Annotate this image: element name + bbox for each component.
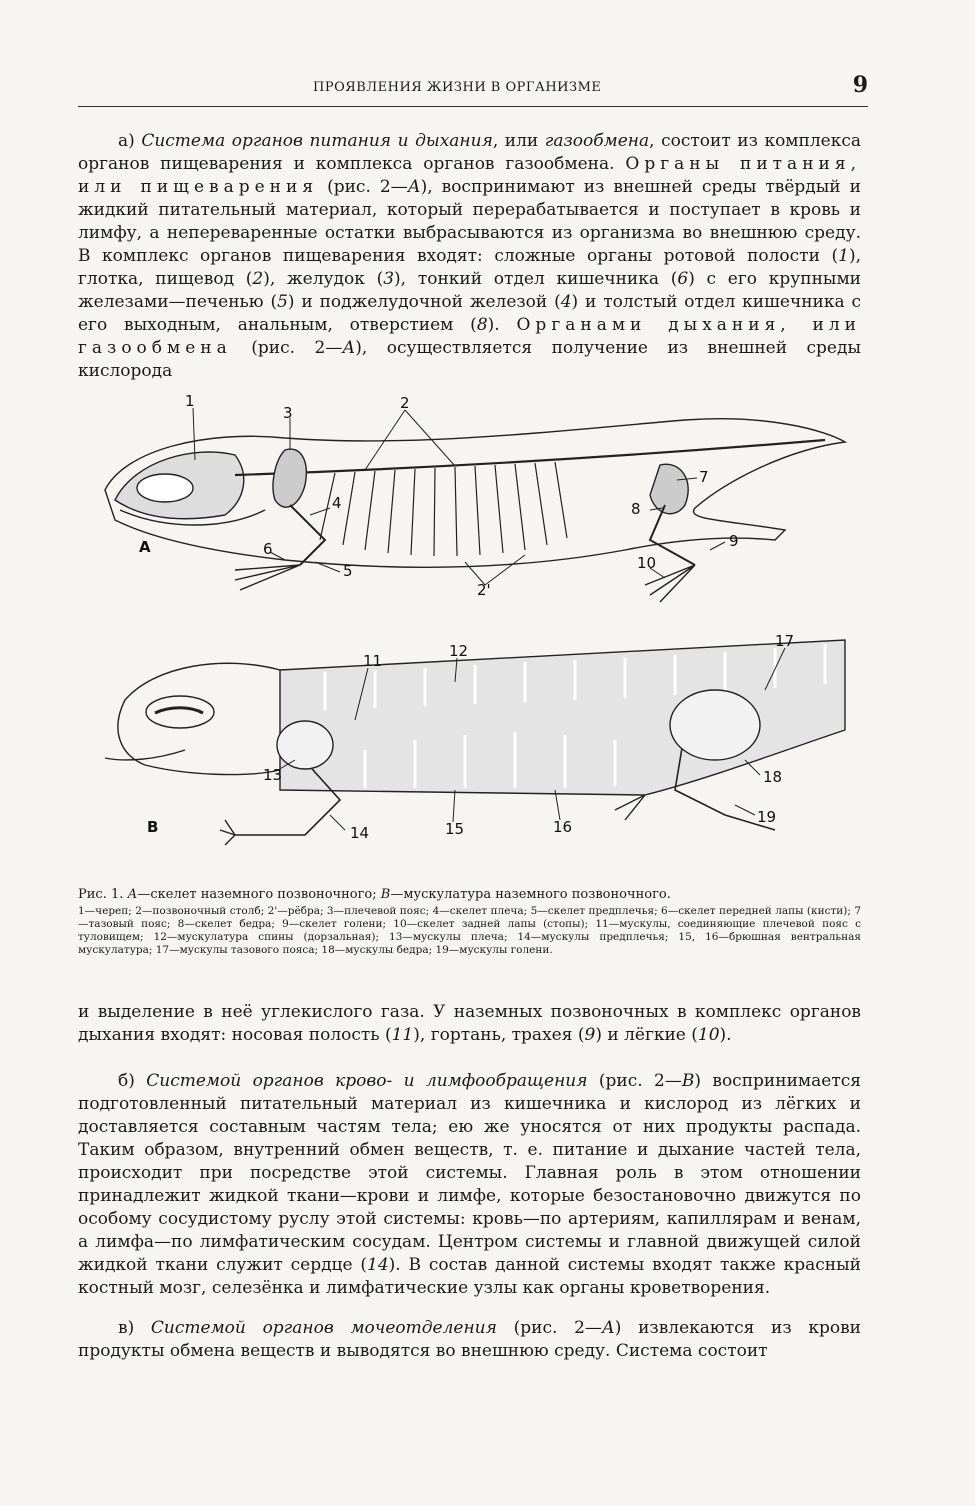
panel-a-letter: А <box>139 538 151 556</box>
paragraph-b: б) Системой органов крово- и лимфообращения (рис. 2—В) воспринимается подготовленный питательный материал из кишечника и кислород из лёгких и доставляется составным частям тела; ею же уносятся от них продукты распада. Таким образом, внутренний обмен веществ, т. е. питание и дыхание частей тела, происходит при посредстве этой системы. Главная роль в этом отношении принадлежит жидкой ткани—крови и лимфе, которые безостановочно движутся по особому сосудистому руслу этой системы: кровь—по артериям, капиллярам и венам, а лимфа—по лимфатическим сосудам. Центром системы и главной движущей силой жидкой ткани служит сердце (14). В состав данной системы входят также красный костный мозг, селезёнка и лимфатические узлы как органы кроветворения. <box>78 1071 861 1298</box>
panel-b-letter: В <box>147 818 159 836</box>
figure-label-b: 16 <box>553 818 573 836</box>
paragraph-c: в) Системой органов мочеотделения (рис. 2—А) извлекаются из крови продукты обмена веществ и выводятся во внешнюю среду. Система состоит <box>78 1318 862 1361</box>
figure-label-a: 2' <box>477 581 491 599</box>
figure-label-b: 13 <box>263 766 283 784</box>
figure-label-b: 15 <box>445 820 465 838</box>
figure-illustration <box>85 390 865 880</box>
caption-main: Рис. 1. А—скелет наземного позвоночного; В—мускулатура наземного позвоночного. <box>78 887 671 902</box>
musculature-drawing <box>105 640 845 845</box>
figure-label-b: 17 <box>775 632 795 650</box>
figure-label-a: 4 <box>332 494 342 512</box>
figure-label-a: 2 <box>400 394 410 412</box>
figure-1 <box>85 390 865 880</box>
figure-label-a: 6 <box>263 540 273 558</box>
figure-label-a: 9 <box>729 532 739 550</box>
figure-label-a: 5 <box>343 562 353 580</box>
page-number: 9 <box>852 72 868 98</box>
figure-label-b: 19 <box>757 808 777 826</box>
running-head: ПРОЯВЛЕНИЯ ЖИЗНИ В ОРГАНИЗМЕ <box>313 80 602 95</box>
figure-label-a: 8 <box>631 500 641 518</box>
figure-caption <box>78 886 861 957</box>
skeleton-drawing <box>105 419 845 602</box>
figure-label-a: 7 <box>699 468 709 486</box>
figure-label-b: 18 <box>763 768 783 786</box>
page-header <box>78 72 868 107</box>
figure-label-a: 3 <box>283 404 293 422</box>
paragraph-a: а) Система органов питания и дыхания, или газообмена, состоит из комплекса органов пищеварения и комплекса органов газообмена. Органы питания, или пищеварения (рис. 2—А), воспринимают из внешней среды твёрдый и жидкий питательный материал, который перерабатывается и поступает в кровь и лимфу, а непереваренные остатки выбрасываются из организма во внешнюю среду. В комплекс органов пищеварения входят: сложные органы ротовой полости (1), глотка, пищевод (2), желудок (3), тонкий отдел кишечника (6) с его крупными железами—печенью (5) и поджелудочной железой (4) и толстый отдел кишечника с его выходным, анальным, отверстием (8). Органами дыхания, или газообмена (рис. 2—А), осуществляется получение из внешней среды кислорода <box>78 131 861 381</box>
figure-label-b: 14 <box>350 824 370 842</box>
figure-label-a: 10 <box>637 554 657 572</box>
figure-label-b: 11 <box>363 652 383 670</box>
figure-label-b: 12 <box>449 642 469 660</box>
paragraph-continuation: и выделение в неё углекислого газа. У наземных позвоночных в комплекс органов дыхания входят: носовая полость (11), гортань, трахея (9) и лёгкие (10). <box>78 1002 861 1045</box>
figure-label-a: 1 <box>185 392 195 410</box>
caption-legend: 1—череп; 2—позвоночный столб; 2'—рёбра; 3—плечевой пояс; 4—скелет плеча; 5—скелет предплечья; 6—скелет передней лапы (кисти); 7—тазовый пояс; 8—скелет бедра; 9—скелет голени; 10—скелет задней лапы (стопы); 11—мускулы, соединяющие плечевой пояс с туловищем; 12—мускулатура спины (дорзальная); 13—мускулы плеча; 14—мускулы предплечья; 15, 16—брюшная вентральная мускулатура; 17—мускулы тазового пояса; 18—мускулы бедра; 19—мускулы голени. <box>78 905 861 956</box>
